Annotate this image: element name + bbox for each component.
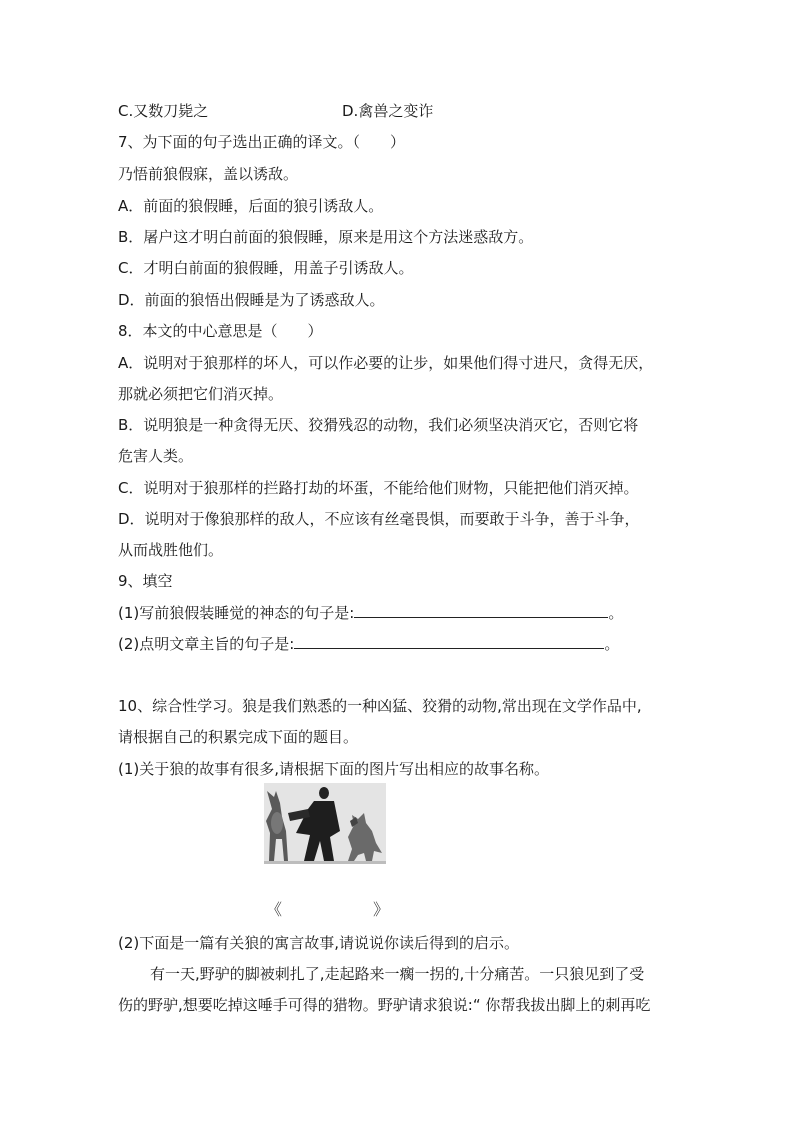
q8-option-d-line1: D．说明对于像狼那样的敌人，不应该有丝毫畏惧，而要敢于斗争，善于斗争， [118,510,640,528]
story-name-open-bracket: 《 [266,900,283,919]
q8-option-d-line2: 从而战胜他们。 [118,541,224,559]
q9-item2-label: (2)点明文章主旨的句子是: [118,635,295,653]
answer-blank-1[interactable] [354,603,608,618]
q8-option-a-line2: 那就必须把它们消灭掉。 [118,385,284,403]
q7-option-a: A．前面的狼假睡，后面的狼引诱敌人。 [118,197,384,215]
q10-part1: (1)关于狼的故事有很多,请根据下面的图片写出相应的故事名称。 [118,760,550,778]
q9-item1-period: 。 [608,604,624,622]
wolf-story-illustration [264,783,386,864]
q8-option-b-line1: B．说明狼是一种贪得无厌、狡猾残忍的动物，我们必须坚决消灭它，否则它将 [118,416,639,434]
q7-option-c: C．才明白前面的狼假睡，用盖子引诱敌人。 [118,259,414,277]
q8-option-a-line1: A．说明对于狼那样的坏人，可以作必要的让步，如果他们得寸进尺，贪得无厌， [118,354,654,372]
option-c: C.又数刀毙之 [118,102,209,120]
q8-question: 8．本文的中心意思是（ ） [118,322,323,340]
q9-item1-label: (1)写前狼假装睡觉的神态的句子是: [118,604,355,622]
q9-item2-period: 。 [604,635,620,653]
q7-option-d: D．前面的狼悟出假睡是为了诱惑敌人。 [118,291,385,309]
q9-item1 [118,603,623,623]
story-name-answer-blank[interactable] [290,900,366,918]
q7-sentence: 乃悟前狼假寐，盖以诱敌。 [118,165,299,183]
q10-intro-line1: 10、综合性学习。狼是我们熟悉的一种凶猛、狡猾的动物,常出现在文学作品中, [118,697,642,715]
q9-title: 9、填空 [118,572,173,590]
q10-part2: (2)下面是一篇有关狼的寓言故事,请说说你读后得到的启示。 [118,934,520,952]
fable-text-line1: 有一天,野驴的脚被刺扎了,走起路来一瘸一拐的,十分痛苦。一只狼见到了受 [150,965,645,983]
q7-question: 7、为下面的句子选出正确的译文。（ ） [118,133,406,151]
q8-option-c: C．说明对于狼那样的拦路打劫的坏蛋，不能给他们财物，只能把他们消灭掉。 [118,479,639,497]
q10-intro-line2: 请根据自己的积累完成下面的题目。 [118,728,359,746]
q9-item2 [118,634,619,654]
fable-text-line2: 伤的野驴,想要吃掉这唾手可得的猎物。野驴请求狼说:“ 你帮我拔出脚上的刺再吃 [118,996,651,1014]
q8-option-b-line2: 危害人类。 [118,447,194,465]
option-d: D.禽兽之变诈 [342,102,434,120]
story-name-close-bracket: 》 [373,900,390,919]
answer-blank-2[interactable] [294,634,604,649]
q7-option-b: B．屠户这才明白前面的狼假睡，原来是用这个方法迷惑敌方。 [118,228,534,246]
